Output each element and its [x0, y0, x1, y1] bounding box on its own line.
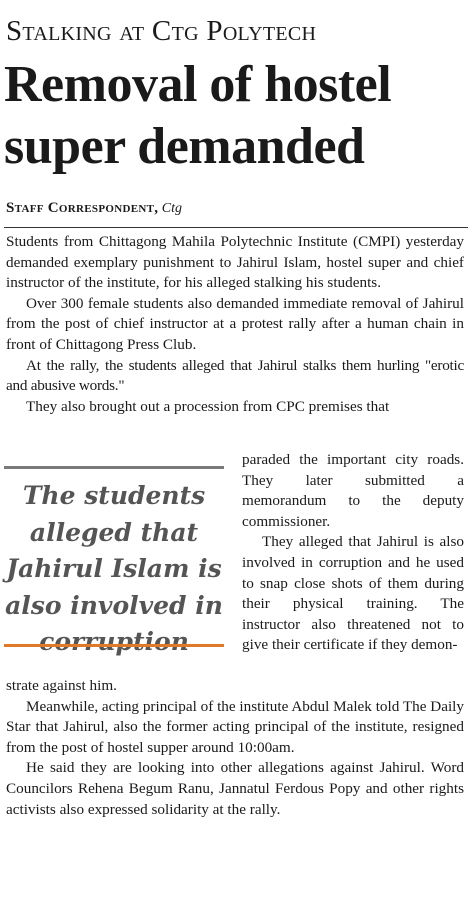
- pullquote-line: The students: [22, 481, 206, 510]
- paragraph-6: Meanwhile, acting principal of the institute Abdul Malek told The Daily Star that Jahirul, also the former acting principal of the institute, resigned from the post of hostel supper around 10:00am.: [6, 697, 464, 756]
- paragraph-3: At the rally, the students alleged that Jahirul stalks them hurling "erotic and abusive words.": [6, 356, 464, 395]
- paragraph-7: He said they are looking into other allegations against Jahirul. Word Councilors Rehena Begum Ranu, Jannatul Ferdous Popy and other rights activists also expressed solidarity at the rally.: [6, 759, 464, 818]
- pullquote-rule-top: [4, 466, 224, 469]
- article-headline: Removal of hostel super demanded: [4, 56, 392, 175]
- pullquote-line: Jahirul Islam is: [6, 554, 222, 583]
- pullquote: [4, 478, 224, 661]
- byline: [6, 199, 182, 218]
- byline-divider: [4, 227, 468, 228]
- paragraph-2: Over 300 female students also demanded immediate removal of Jahirul from the post of chief instructor at a protest rally after a human chain in front of Chittagong Press Club.: [6, 294, 464, 353]
- paragraph-5-end: strate against him.: [6, 677, 117, 694]
- byline-place: Ctg: [161, 201, 182, 216]
- article-body-bottom: [6, 676, 464, 820]
- pullquote-rule-bottom: [4, 644, 224, 647]
- pullquote-line: alleged that: [29, 517, 199, 547]
- article-kicker: Stalking at Ctg Polytech: [6, 15, 317, 47]
- byline-author: Staff Correspondent,: [6, 200, 159, 216]
- paragraph-4-start: They also brought out a procession from CPC premises that: [26, 397, 390, 415]
- paragraph-5: They alleged that Jahirul is also involved in corruption and he used to snap close shots of them during their physical training. The instructor also threatened not to give their certificate if they demon-: [242, 533, 464, 654]
- paragraph-1: Students from Chittagong Mahila Polytechnic Institute (CMPI) yesterday demanded exemplary punishment to Jahirul Islam, hostel super and chief instructor of the institute, for his alleged stalking his students.: [6, 233, 464, 292]
- paragraph-4-continued: paraded the important city roads. They later submitted a memorandum to the deputy commissioner.: [242, 451, 464, 530]
- pullquote-line: corruption: [39, 627, 189, 656]
- article-body-wrap: [242, 450, 464, 656]
- article-body-top: [6, 232, 464, 417]
- pullquote-line: also involved in: [5, 590, 223, 620]
